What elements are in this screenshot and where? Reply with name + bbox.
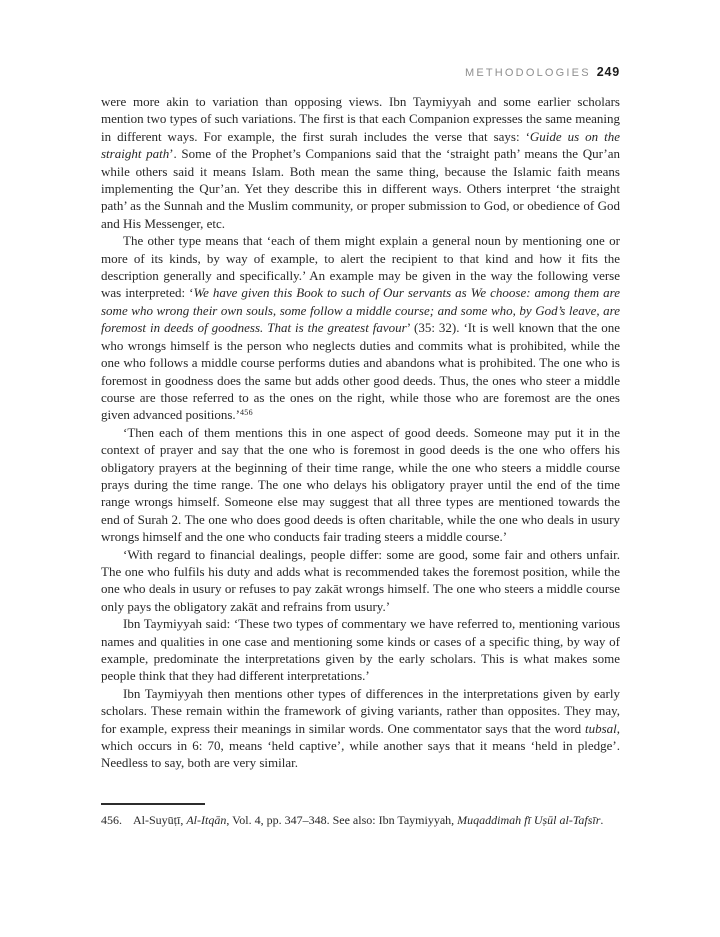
text-segment: Al-Itqān bbox=[186, 813, 227, 827]
text-segment: . bbox=[600, 813, 604, 827]
text-segment: , which occurs in 6: 70, means ‘held captive’, while another says that it means ‘held in pledge’. Needless to say, both are very similar. bbox=[101, 720, 620, 771]
text-segment: ‘With regard to financial dealings, people differ: some are good, some fair and others unfair. The one who fulfils his duty and adds what is recommended takes the foremost position, while the one who deals in usury or refuses to pay zakāt wrongs himself. The one who steers a middle course only pays the obligatory zakāt and refrains from usury.’ bbox=[101, 546, 620, 614]
text-segment: tubsal bbox=[584, 720, 617, 736]
text-segment: , Vol. 4, pp. 347–348. See also: Ibn Taymiyyah, bbox=[226, 813, 458, 827]
text-segment: Al-Suyūṭī, bbox=[133, 813, 187, 827]
text-segment: Guide us on the straight path bbox=[101, 128, 621, 162]
footnote-text bbox=[133, 813, 603, 827]
text-segment: ’ (35: 32). ‘It is well known that the one who wrongs himself is the person who neglects duties and commits what is prohibited, while the one who follows a middle course performs duties and abandons what is prohibited. The one who is foremost in goodness does the same but adds other good deeds. Thus, the ones who steer a middle course are those referred to as the ones on the right, while those who are foremost are the ones given advanced positions.’ bbox=[101, 320, 620, 423]
text-segment: ‘Then each of them mentions this in one aspect of good deeds. Someone may put it in the context of prayer and say that the one who is foremost in good deeds is the one who offers his obligatory prayers at the beginning of their time range, while the one who steers a middle course prays during the time range. The one who delays his obligatory prayer until the end of the time range wrongs himself. Someone else may suggest that all three types are mentioned towards the end of Surah 2. The one who does good deeds is often charitable, while the one who deals in usury wrongs himself and the one who conducts fair trading steers a middle course.’ bbox=[101, 424, 620, 545]
footnote-number: 456. bbox=[101, 813, 122, 827]
section-title: METHODOLOGIES bbox=[464, 67, 591, 79]
paragraph bbox=[101, 546, 620, 616]
paragraph bbox=[101, 615, 620, 685]
text-segment: Ibn Taymiyyah then mentions other types of differences in the interpretations given by early scholars. These remain within the framework of giving variants, rather than opposites. They may, for example, express their meanings in similar words. One commentator says that the word bbox=[101, 685, 620, 736]
paragraph bbox=[101, 685, 620, 772]
paragraph bbox=[101, 93, 620, 232]
text-segment: We have given this Book to such of Our servants as We choose: among them are some who wrong their own souls, some follow a middle course; and some who, by God’s leave, are foremost in deeds of goodness. That is the greatest favour bbox=[101, 285, 620, 336]
paragraph bbox=[101, 232, 620, 423]
footnote-separator bbox=[101, 803, 205, 805]
text-segment: ’. Some of the Prophet’s Companions said that the ‘straight path’ means the Qur’an while others said it means Islam. Both mean the same thing, because the Islamic faith means implementing the Qur’an. Yet they describe this in different ways. Others interpret ‘the straight path’ as the Sunnah and the Muslim community, or proper submission to God, or obedience of God and His Messenger, etc. bbox=[101, 146, 620, 231]
body-text bbox=[101, 93, 620, 772]
paragraph bbox=[101, 424, 620, 546]
page-number: 249 bbox=[596, 65, 620, 79]
running-header bbox=[101, 63, 620, 81]
text-segment: The other type means that ‘each of them might explain a general noun by mentioning one or more of its kinds, by way of example, to alert the recipient to that kind and how it fits the description generally and specifically.’ An example may be given in the way the following verse was interpreted: ‘ bbox=[101, 233, 620, 301]
text-segment: Ibn Taymiyyah said: ‘These two types of commentary we have referred to, mentioning various names and qualities in one case and mentioning some kinds or cases of a specific thing, by way of example, predominate the interpretations given by the early scholars. This is what makes some people think that they had different interpretations.’ bbox=[101, 616, 620, 684]
footnote bbox=[101, 812, 620, 828]
text-segment: were more akin to variation than opposing views. Ibn Taymiyyah and some earlier scholars mention two types of such variations. The first is that each Companion expresses the same meaning in different ways. For example, the first surah includes the verse that says: ‘ bbox=[101, 94, 620, 144]
footnote-reference: 456 bbox=[240, 408, 253, 418]
text-segment: Muqaddimah fī Uṣūl al-Tafsīr bbox=[457, 813, 601, 827]
